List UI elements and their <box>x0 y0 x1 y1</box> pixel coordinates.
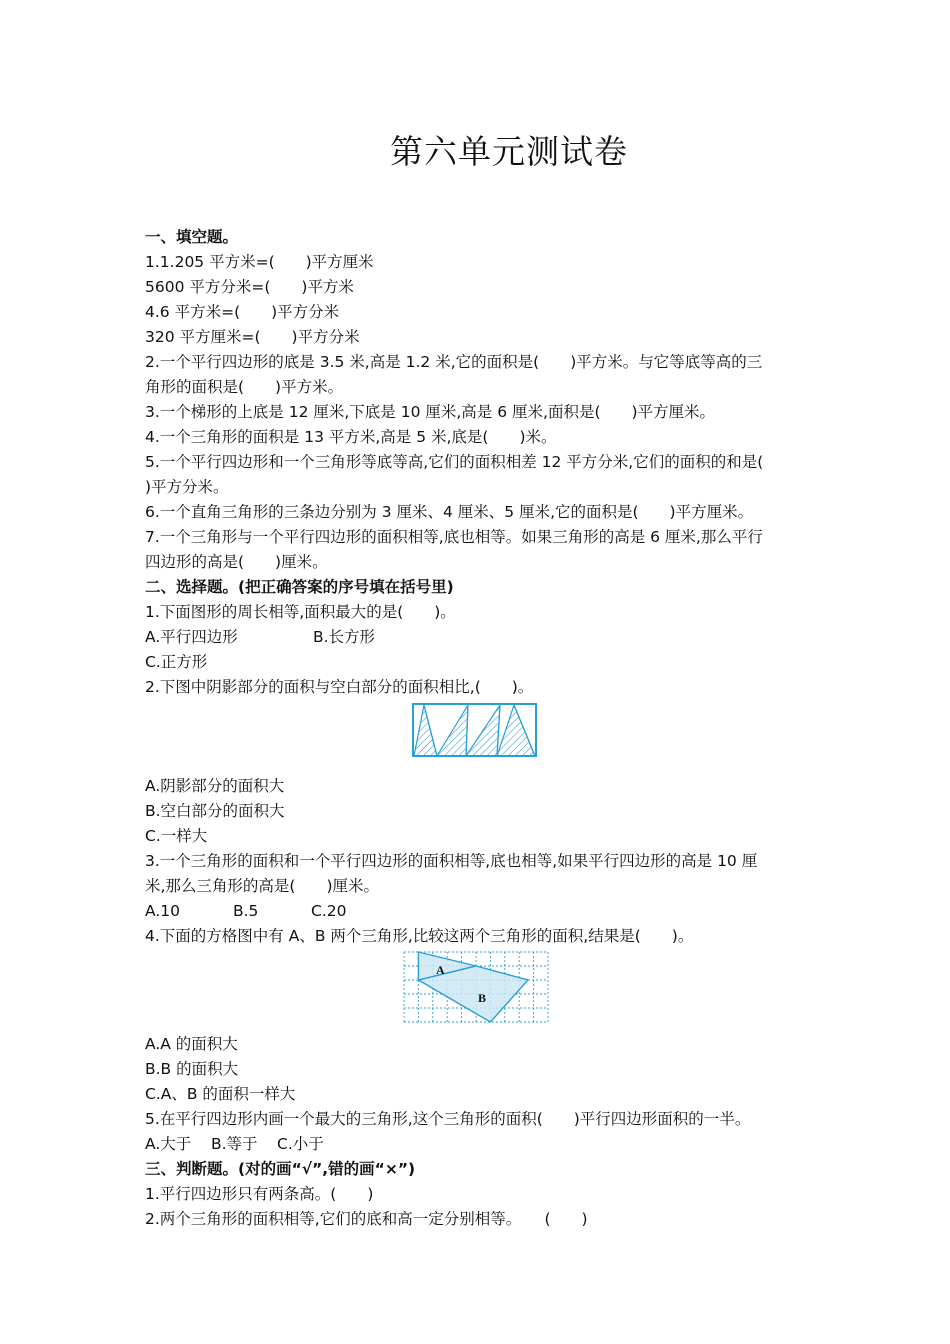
option-a: A.平行四边形 <box>145 628 238 646</box>
question-stem: 米,那么三角形的高是( )厘米。 <box>145 877 380 895</box>
question-line: 3.一个梯形的上底是 12 厘米,下底是 10 厘米,高是 6 厘米,面积是( )平方厘米。 <box>145 403 716 421</box>
option-b: B.长方形 <box>313 628 376 646</box>
question-line: 2.一个平行四边形的底是 3.5 米,高是 1.2 米,它的面积是( )平方米。与它等底等高的三 <box>145 353 763 371</box>
question-stem: 2.两个三角形的面积相等,它们的底和高一定分别相等。 ( ) <box>145 1210 588 1228</box>
section-heading-multiple-choice: 二、选择题。(把正确答案的序号填在括号里) <box>145 578 454 596</box>
question-stem: 1.下面图形的周长相等,面积最大的是( )。 <box>145 603 456 621</box>
question-stem: 2.下图中阴影部分的面积与空白部分的面积相比,( )。 <box>145 678 534 696</box>
question-line: 四边形的高是( )厘米。 <box>145 553 328 571</box>
option-c: C.20 <box>311 902 347 920</box>
grid-diagram <box>403 951 549 1023</box>
question-line: 4.一个三角形的面积是 13 平方米,高是 5 米,底是( )米。 <box>145 428 557 446</box>
option-c: C.正方形 <box>145 653 208 671</box>
question-line: 5.一个平行四边形和一个三角形等底等高,它们的面积相差 12 平方分米,它们的面积的和是( <box>145 453 764 471</box>
option-row <box>145 625 810 650</box>
question-stem: 3.一个三角形的面积和一个平行四边形的面积相等,底也相等,如果平行四边形的高是 10 厘 <box>145 852 758 870</box>
option-b: B.空白部分的面积大 <box>145 802 285 820</box>
question-line: 4.6 平方米=( )平方分米 <box>145 303 340 321</box>
option-a: A.A 的面积大 <box>145 1035 238 1053</box>
question-line: 7.一个三角形与一个平行四边形的面积相等,底也相等。如果三角形的高是 6 厘米,那么平行 <box>145 528 763 546</box>
shaded-rectangle-figure <box>145 703 810 768</box>
page-title: 第六单元测试卷 <box>390 132 628 171</box>
label-b: B <box>478 991 487 1005</box>
question-line: 角形的面积是( )平方米。 <box>145 378 344 396</box>
option-c: C.A、B 的面积一样大 <box>145 1085 296 1103</box>
option-row <box>145 899 810 924</box>
option-b: B.5 <box>233 902 259 920</box>
question-stem: 4.下面的方格图中有 A、B 两个三角形,比较这两个三角形的面积,结果是( )。 <box>145 927 694 945</box>
option-a: A.阴影部分的面积大 <box>145 777 285 795</box>
grid-triangles-figure <box>145 951 810 1028</box>
option-c: C.一样大 <box>145 827 208 845</box>
option-b: B.B 的面积大 <box>145 1060 239 1078</box>
document-body <box>145 225 810 1232</box>
hatched-triangles-diagram <box>412 703 538 758</box>
label-a: A <box>436 963 445 977</box>
question-line: 320 平方厘米=( )平方分米 <box>145 328 360 346</box>
option-row <box>145 1132 810 1157</box>
question-line: 5600 平方分米=( )平方米 <box>145 278 354 296</box>
option-a: A.10 <box>145 902 180 920</box>
question-stem: 1.平行四边形只有两条高。( ) <box>145 1185 374 1203</box>
option-a: A.大于 <box>145 1135 192 1153</box>
question-line: )平方分米。 <box>145 478 229 496</box>
option-c: C.小于 <box>277 1135 324 1153</box>
question-line: 1.1.205 平方米=( )平方厘米 <box>145 253 374 271</box>
section-heading-true-false: 三、判断题。(对的画“√”,错的画“×”) <box>145 1160 416 1178</box>
question-line: 6.一个直角三角形的三条边分别为 3 厘米、4 厘米、5 厘米,它的面积是( )平方厘米。 <box>145 503 754 521</box>
section-heading-fill-in: 一、填空题。 <box>145 228 239 246</box>
question-stem: 5.在平行四边形内画一个最大的三角形,这个三角形的面积( )平行四边形面积的一半。 <box>145 1110 751 1128</box>
option-b: B.等于 <box>211 1135 258 1153</box>
